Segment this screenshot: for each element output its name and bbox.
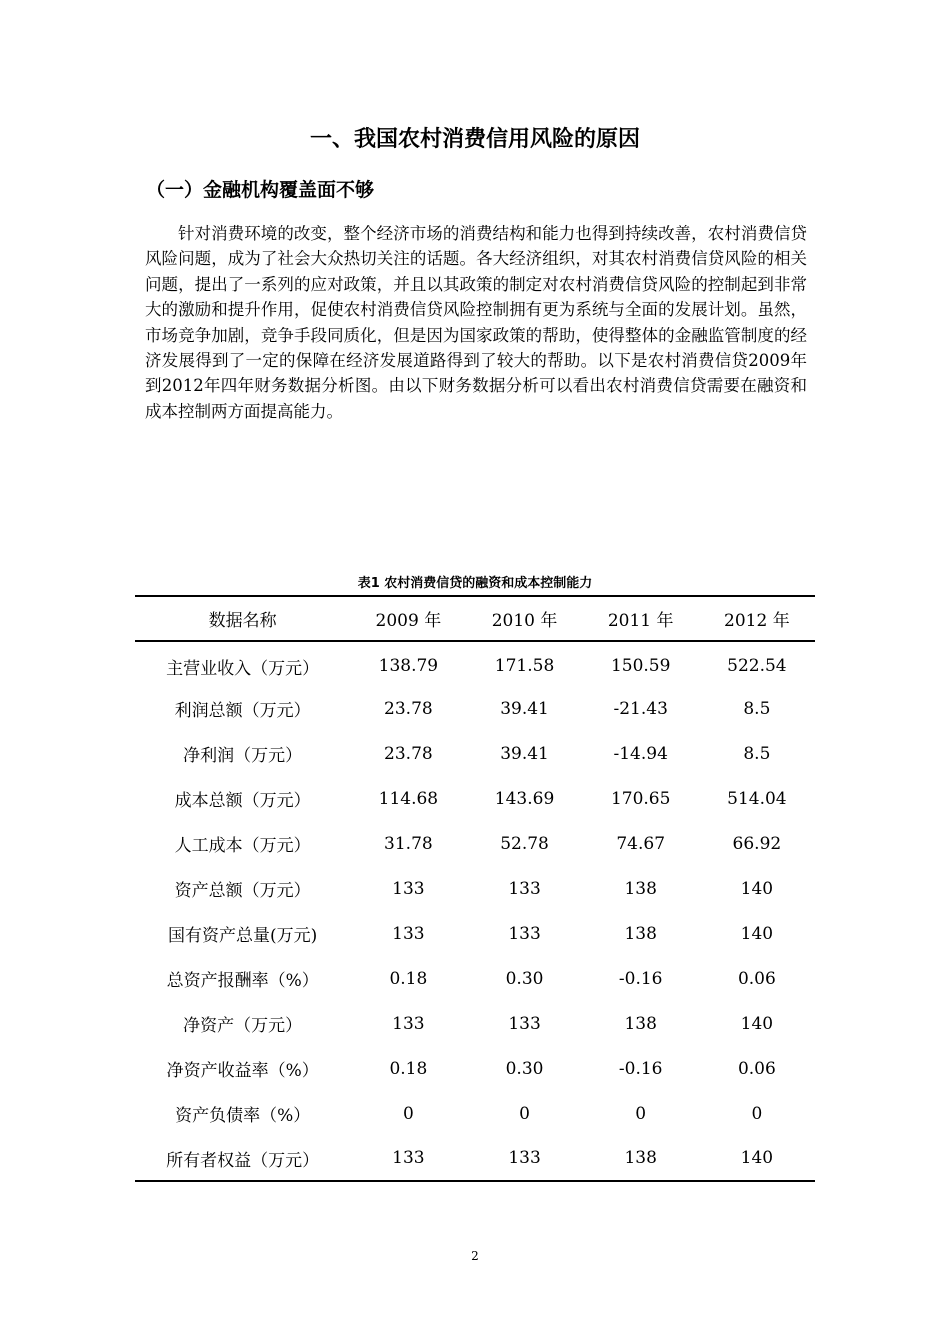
table-row <box>135 1046 815 1091</box>
row-label: 国有资产总量(万元) <box>168 926 318 946</box>
table-cell: 133 <box>392 923 425 944</box>
table-cell: 74.67 <box>616 833 666 854</box>
table-cell: 0 <box>751 1103 763 1124</box>
table-cell: 23.78 <box>384 743 433 764</box>
table-cell: 0 <box>402 1103 414 1124</box>
table-cell: 0 <box>635 1103 647 1124</box>
financial-data-table <box>135 595 815 1182</box>
row-label: 利润总额（万元） <box>174 701 311 721</box>
row-label: 净利润（万元） <box>183 746 303 766</box>
header-cell-name: 数据名称 <box>135 596 350 641</box>
row-label: 所有者权益（万元） <box>135 1136 350 1181</box>
table-cell: 514.04 <box>727 788 787 809</box>
table-cell: 138 <box>624 878 657 899</box>
table-caption: 表1 农村消费信贷的融资和成本控制能力 <box>357 576 593 591</box>
table-cell: 133 <box>466 1136 582 1181</box>
row-label: 总资产报酬率（%） <box>166 971 319 991</box>
table-cell: 0.30 <box>505 1058 544 1079</box>
table-cell: 0.06 <box>737 1058 776 1079</box>
row-label: 资产总额（万元） <box>174 881 311 901</box>
table-cell: 138 <box>624 1013 657 1034</box>
row-label: 主营业收入（万元） <box>166 658 320 679</box>
table-cell: 8.5 <box>743 743 771 764</box>
table-cell: 39.41 <box>500 743 549 764</box>
table-header-row <box>135 596 815 641</box>
header-cell-2011: 2011 年 <box>583 596 699 641</box>
table-cell: 522.54 <box>727 656 787 676</box>
table-cell: 140 <box>740 878 774 899</box>
table-row <box>135 956 815 1001</box>
table-cell: 0.18 <box>389 968 428 989</box>
table-cell: 23.78 <box>384 698 433 719</box>
table-cell: 170.65 <box>610 788 671 809</box>
table-cell: 0.06 <box>737 968 776 989</box>
table-cell: 140 <box>699 1136 815 1181</box>
header-cell-2010: 2010 年 <box>466 596 582 641</box>
table-row <box>135 1136 815 1181</box>
table-cell: 133 <box>508 878 541 899</box>
table-cell: 133 <box>508 1013 541 1034</box>
table-row <box>135 821 815 866</box>
table-row <box>135 731 815 776</box>
row-label: 净资产（万元） <box>183 1016 303 1036</box>
table-cell: -21.43 <box>613 698 668 719</box>
body-paragraph: 针对消费环境的改变，整个经济市场的消费结构和能力也得到持续改善，农村消费信贷风险问题，成为了社会大众热切关注的话题。各大经济组织，对其农村消费信贷风险的相关问题，提出了一系列的应对政策，并且以其政策的制定对农村消费信贷风险的控制起到非常大的激励和提升作用，促使农村消费信贷风险控制拥有更为系统与全面的发展计划。虽然，市场竞争加剧，竞争手段同质化，但是因为国家政策的帮助，使得整体的金融监管制度的经济发展得到了一定的保障在经济发展道路得到了较大的帮助。以下是农村消费信贷2009年到2012年四年财务数据分析图。由以下财务数据分析可以看出农村消费信贷需要在融资和成本控制两方面提高能力。 <box>145 224 807 421</box>
row-label: 成本总额（万元） <box>174 791 311 811</box>
table-row <box>135 641 815 686</box>
row-label: 资产负债率（%） <box>175 1106 311 1126</box>
table-cell: 143.69 <box>494 788 555 809</box>
table-cell: 133 <box>392 1013 425 1034</box>
header-cell-2012: 2012 年 <box>699 596 815 641</box>
table-cell: 138 <box>583 1136 699 1181</box>
row-label: 净资产收益率（%） <box>166 1061 319 1081</box>
table-cell: -0.16 <box>618 968 663 989</box>
section-heading: 一、我国农村消费信用风险的原因 <box>309 127 640 152</box>
table-cell: 66.92 <box>732 833 782 854</box>
table-cell: 133 <box>350 1136 466 1181</box>
row-label: 人工成本（万元） <box>174 836 311 856</box>
table-row <box>135 1001 815 1046</box>
table-cell: 150.59 <box>610 656 671 676</box>
table-cell: -0.16 <box>618 1058 663 1079</box>
table-row <box>135 911 815 956</box>
table-cell: 0.30 <box>505 968 544 989</box>
table-row <box>135 1091 815 1136</box>
table-cell: 138 <box>624 923 657 944</box>
table-cell: 0.18 <box>389 1058 428 1079</box>
table-cell: 0 <box>519 1103 530 1124</box>
table-cell: 39.41 <box>500 698 549 719</box>
table-cell: 140 <box>740 923 774 944</box>
table-row <box>135 776 815 821</box>
table-cell: 133 <box>508 923 541 944</box>
table-row <box>135 686 815 731</box>
table-cell: -14.94 <box>613 743 668 764</box>
subsection-heading: （一）金融机构覆盖面不够 <box>146 179 375 201</box>
table-cell: 171.58 <box>494 656 555 676</box>
table-cell: 138.79 <box>378 656 439 676</box>
table-cell: 140 <box>740 1013 774 1034</box>
page-number: 2 <box>471 1249 479 1263</box>
table-cell: 133 <box>392 878 425 899</box>
table-cell: 52.78 <box>500 833 549 854</box>
table-cell: 31.78 <box>384 833 433 854</box>
header-cell-2009: 2009 年 <box>350 596 466 641</box>
table-row <box>135 866 815 911</box>
table-cell: 114.68 <box>378 788 439 809</box>
table-cell: 8.5 <box>743 698 771 719</box>
